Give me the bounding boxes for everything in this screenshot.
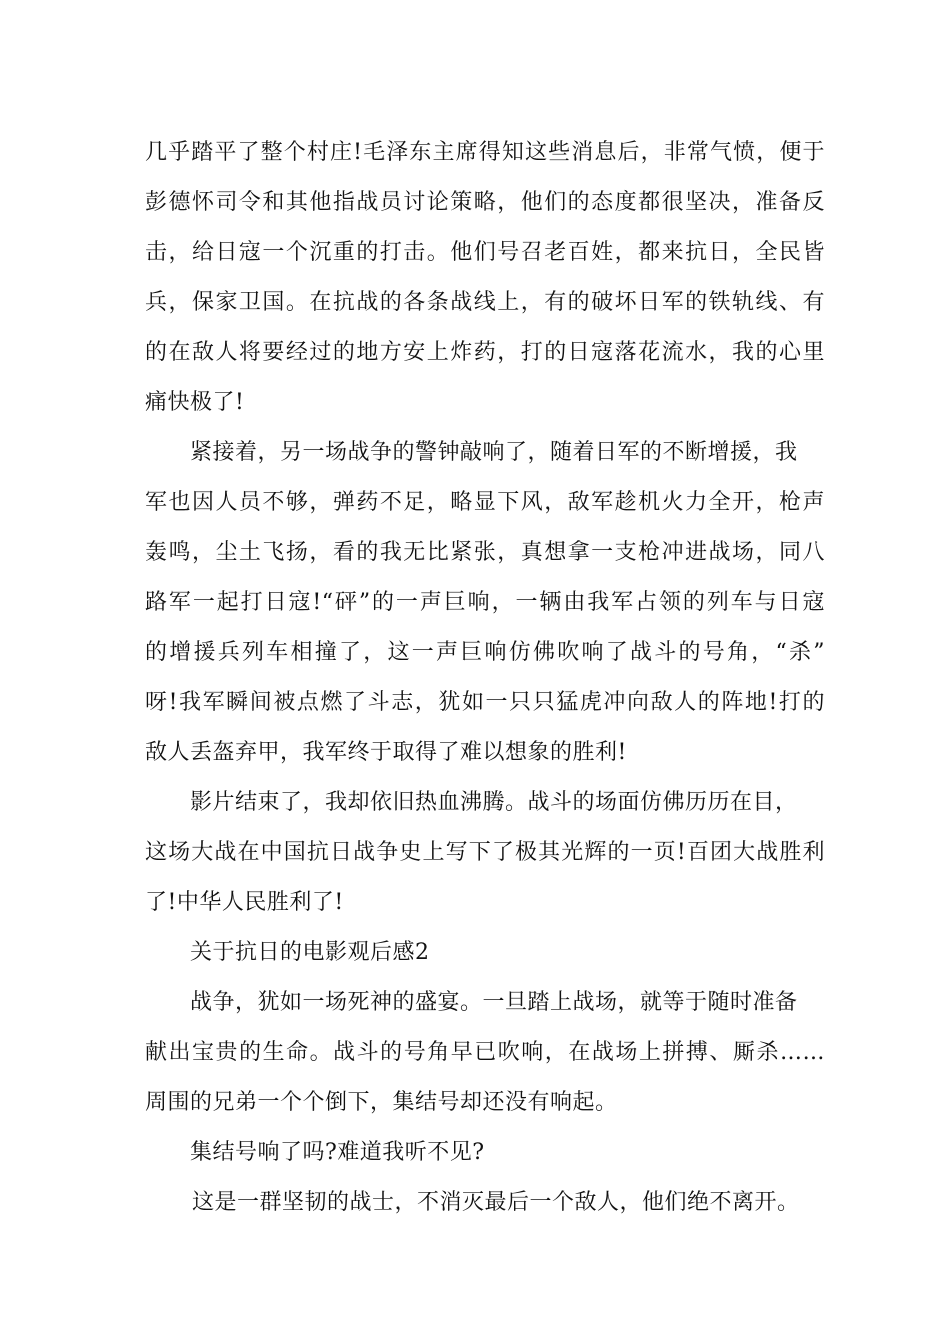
paragraph-1-line-2: 彭德怀司令和其他指战员讨论策略，他们的态度都很坚决，准备反 [145,190,825,215]
paragraph-2-line-5: 的增援兵列车相撞了，这一声巨响仿佛吹响了战斗的号角，“杀” [145,640,825,665]
paragraph-1-line-1: 几乎踏平了整个村庄!毛泽东主席得知这些消息后，非常气愤，便于 [145,140,825,165]
paragraph-2-line-3: 轰鸣，尘土飞扬，看的我无比紧张，真想拿一支枪冲进战场，同八 [145,540,825,565]
paragraph-2-line-7: 敌人丢盔弃甲，我军终于取得了难以想象的胜利! [145,740,627,765]
paragraph-3-line-3: 了!中华人民胜利了! [145,890,344,915]
paragraph-1-line-6: 痛快极了! [145,390,245,415]
paragraph-1-line-3: 击，给日寇一个沉重的打击。他们号召老百姓，都来抗日，全民皆 [145,240,825,265]
paragraph-3-line-1: 影片结束了，我却依旧热血沸腾。战斗的场面仿佛历历在目， [190,790,798,815]
paragraph-2-line-6: 呀!我军瞬间被点燃了斗志，犹如一只只猛虎冲向敌人的阵地!打的 [145,690,825,715]
paragraph-5: 集结号响了吗?难道我听不见? [190,1140,485,1165]
paragraph-2-line-2: 军也因人员不够，弹药不足，略显下风，敌军趁机火力全开，枪声 [145,490,825,515]
paragraph-1-line-4: 兵，保家卫国。在抗战的各条战线上，有的破坏日军的铁轨线、有 [145,290,825,315]
paragraph-4-line-3: 周围的兄弟一个个倒下，集结号却还没有响起。 [145,1090,618,1115]
paragraph-2-line-4: 路军一起打日寇!“砰”的一声巨响，一辆由我军占领的列车与日寇 [145,590,825,615]
paragraph-4-line-1: 战争，犹如一场死神的盛宴。一旦踏上战场，就等于随时准备 [190,990,798,1015]
paragraph-3-line-2: 这场大战在中国抗日战争史上写下了极其光辉的一页!百团大战胜利 [145,840,825,865]
paragraph-2-line-1: 紧接着，另一场战争的警钟敲响了，随着日军的不断增援，我 [190,440,798,465]
paragraph-1-line-5: 的在敌人将要经过的地方安上炸药，打的日寇落花流水，我的心里 [145,340,825,365]
paragraph-6: 这是一群坚韧的战士，不消灭最后一个敌人，他们绝不离开。 [192,1190,800,1215]
paragraph-4-line-2: 献出宝贵的生命。战斗的号角早已吹响，在战场上拼搏、厮杀…… [145,1040,825,1065]
section-heading: 关于抗日的电影观后感2 [190,940,430,965]
